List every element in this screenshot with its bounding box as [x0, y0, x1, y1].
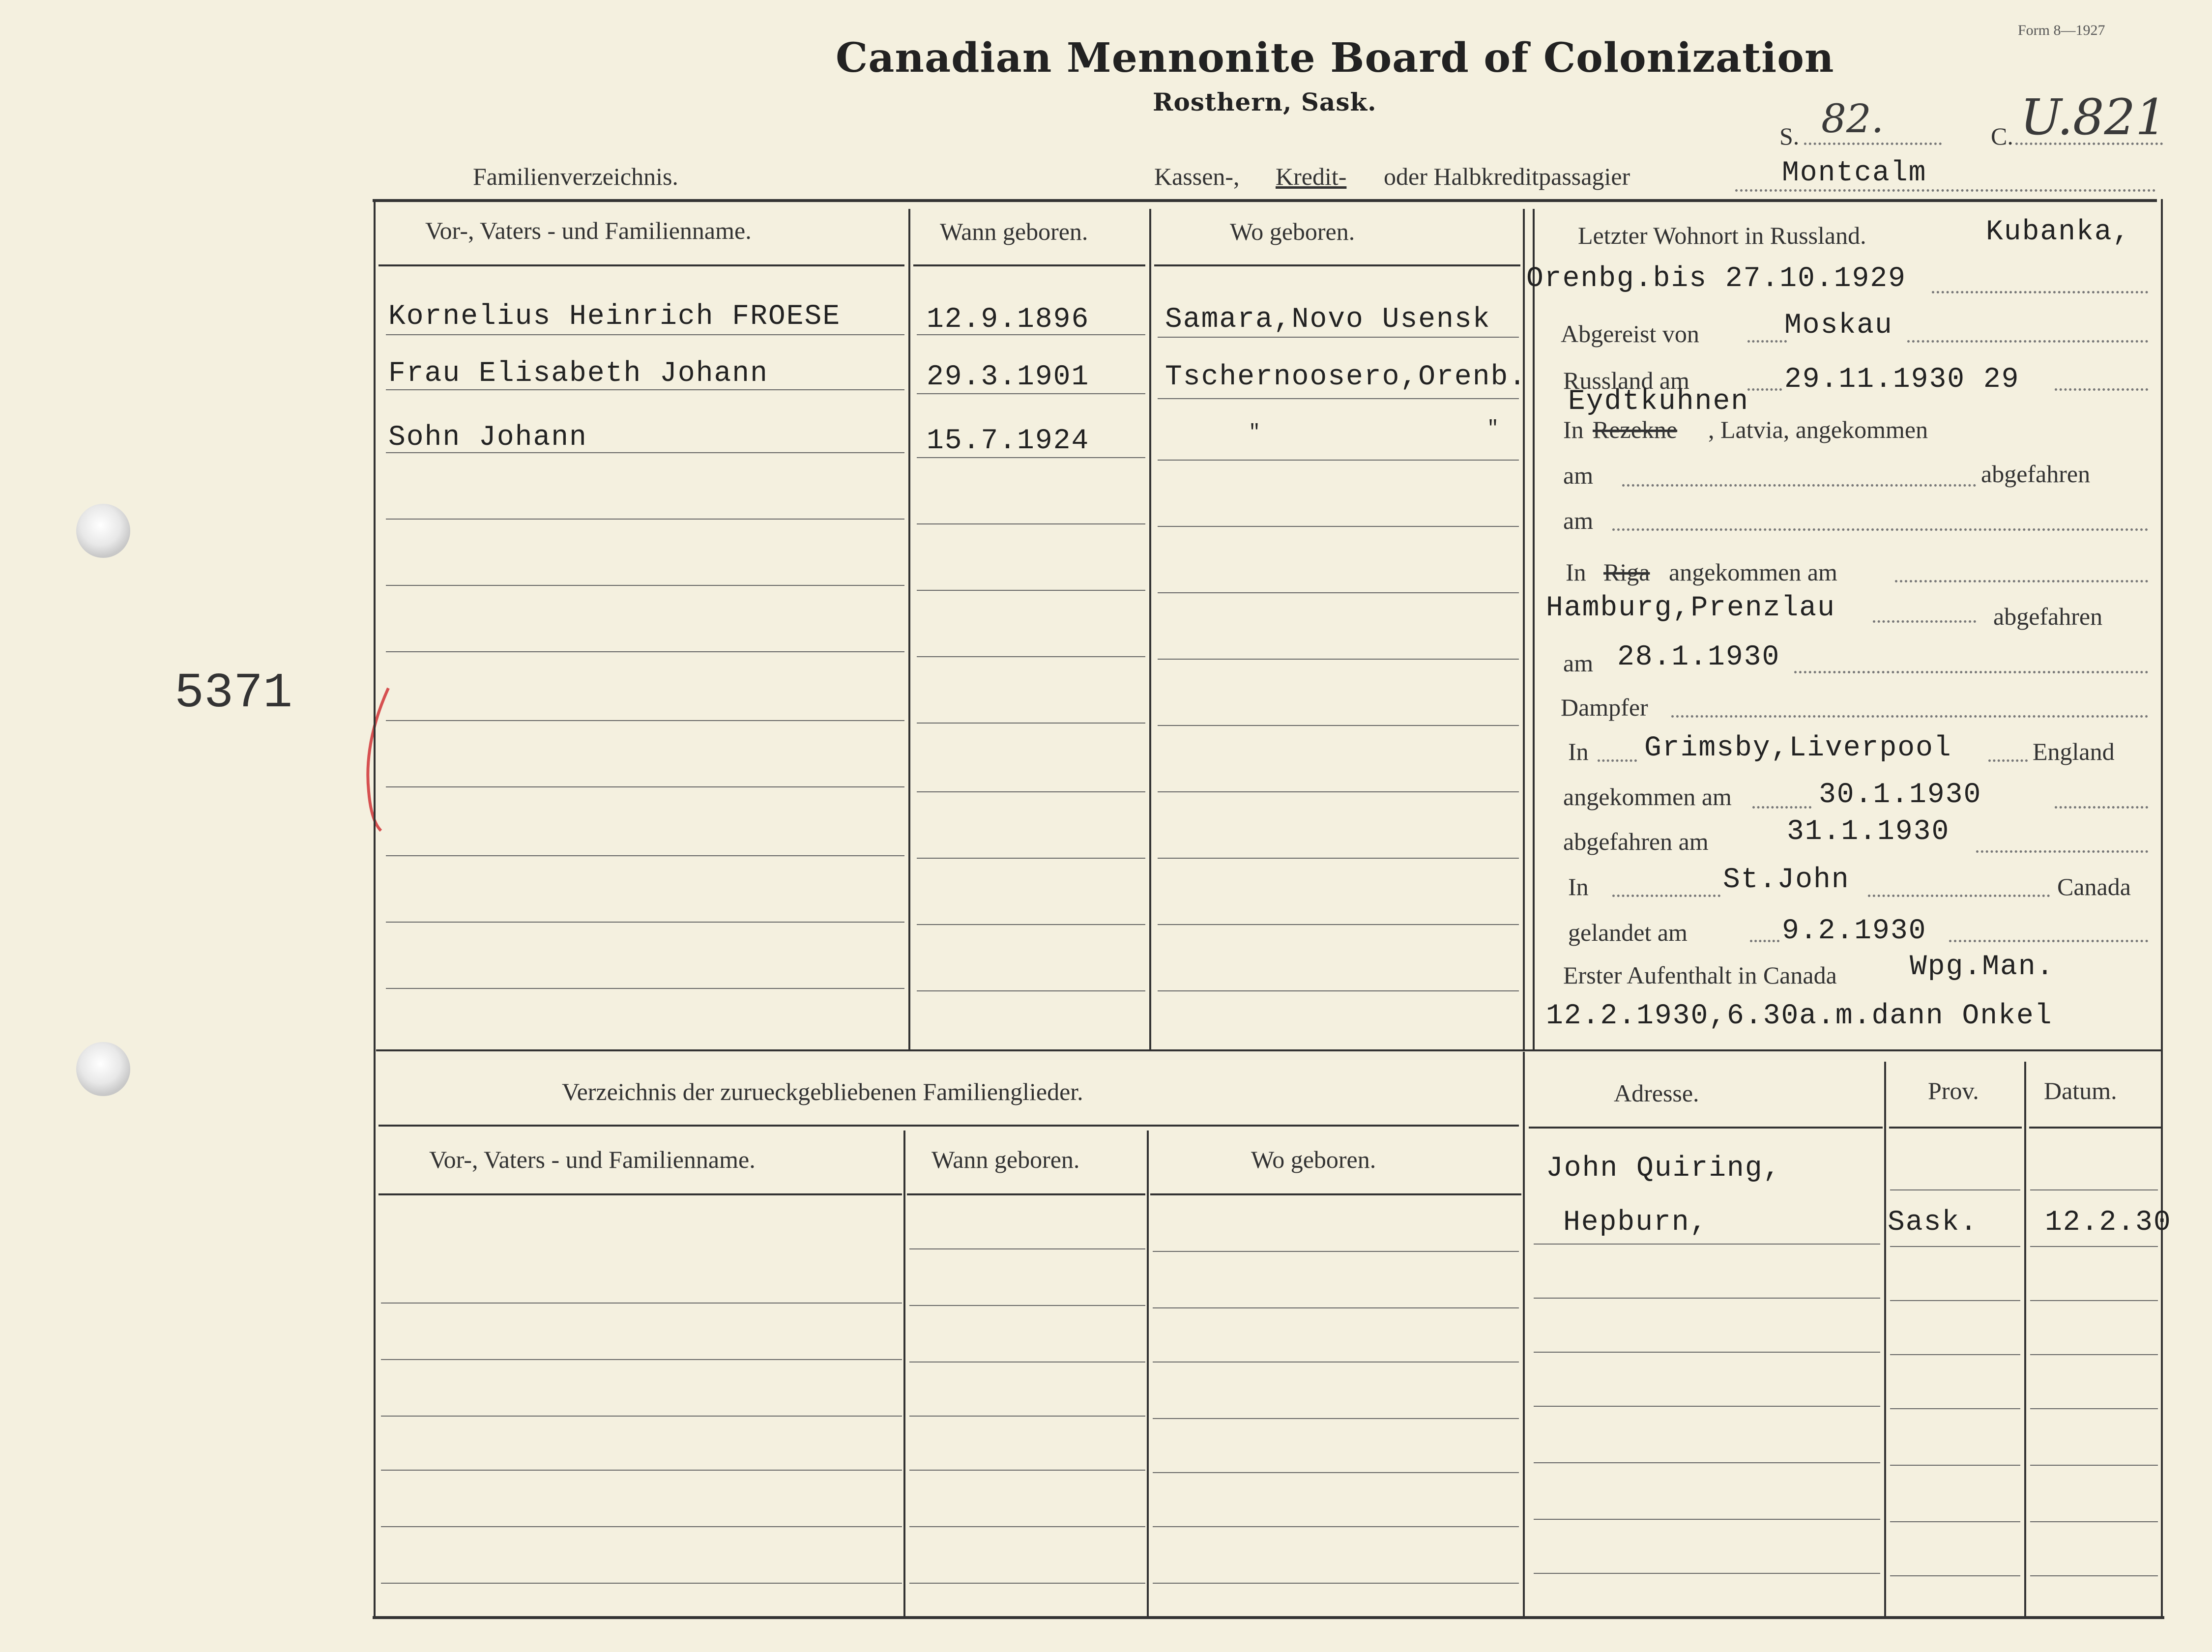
passenger-type-selected: Kredit- [1276, 163, 1347, 190]
in-label-1: In [1563, 416, 1584, 443]
address-datum: 12.2.30 [2045, 1207, 2172, 1239]
erster-value: Wpg.Man. [1910, 951, 2055, 983]
canada-label: Canada [2057, 873, 2131, 900]
row-line [381, 1359, 902, 1360]
england-value: Grimsby,Liverpool [1644, 732, 1952, 764]
address-header-rule-3 [2029, 1127, 2161, 1129]
row-line [1158, 858, 1519, 859]
middle-rule [376, 1049, 2161, 1051]
dots [1868, 895, 2050, 897]
row-line [1890, 1575, 2020, 1576]
s-value: 82. [1821, 96, 1884, 142]
prov-header: Prov. [1928, 1077, 1979, 1104]
page-subtitle: Rosthern, Sask. [1153, 87, 1377, 116]
gelandet-value: 9.2.1930 [1782, 915, 1927, 947]
row-line [1158, 990, 1519, 991]
row-line [1153, 1472, 1519, 1473]
punch-hole-top [76, 504, 130, 558]
col-divider-3 [1523, 209, 1525, 1049]
dots [1612, 528, 2148, 531]
letzter-wohnort-line2: Orenbg.bis 27.10.1929 [1526, 263, 1906, 295]
dots [1622, 484, 1976, 487]
abgefahren-am-label: abgefahren am [1563, 828, 1709, 855]
dots [1949, 940, 2148, 942]
form-number: Form 8—1927 [2018, 22, 2105, 38]
row-line [917, 723, 1145, 724]
family-header-born: Wann geboren. [940, 218, 1088, 245]
row-line [1158, 924, 1519, 925]
remaining-title: Verzeichnis der zurueckgebliebenen Familienglieder. [562, 1078, 1083, 1105]
family-row-1-name: Kornelius Heinrich FROESE [388, 301, 841, 333]
dots [1976, 850, 2148, 853]
top-rule [373, 199, 2157, 202]
england-label: England [2033, 738, 2115, 765]
remaining-header-born: Wann geboren. [931, 1146, 1080, 1173]
row-line [1890, 1246, 2020, 1247]
in-label-3: In [1568, 738, 1589, 765]
letzter-wohnort-label: Letzter Wohnort in Russland. [1578, 222, 1866, 249]
row-line [386, 720, 904, 721]
row-line [1890, 1300, 2020, 1301]
am-label-1: am [1563, 462, 1594, 489]
row-line [381, 1416, 902, 1417]
c-value: U.821 [2020, 88, 2167, 146]
family-row-3-name: Sohn Johann [388, 422, 587, 454]
row-line [2030, 1408, 2158, 1409]
russland-value: 29.11.1930 29 [1784, 364, 2020, 396]
passenger-type-suffix: oder Halbkreditpassagier [1384, 163, 1630, 190]
c-label: C. [1991, 122, 2013, 150]
angekommen-am-label: angekommen am [1669, 558, 1837, 586]
frame-right [2161, 199, 2163, 1617]
address-line-1: John Quiring, [1546, 1153, 1781, 1185]
ship-dots [1735, 189, 2155, 192]
remaining-header-rule-3 [1150, 1193, 1521, 1195]
row-line [1534, 1519, 1880, 1520]
family-header-rule-3 [1154, 264, 1520, 266]
remaining-header-name: Vor-, Vaters - und Familienname. [429, 1146, 756, 1173]
dots [1612, 895, 1720, 897]
in-label-4: In [1568, 873, 1589, 900]
row-line [1158, 460, 1519, 461]
family-header-name: Vor-, Vaters - und Familienname. [425, 217, 752, 244]
row-line [386, 651, 904, 652]
row-line [909, 1416, 1145, 1417]
family-row-2-born: 29.3.1901 [927, 361, 1090, 393]
ship-name: Montcalm [1782, 157, 1927, 189]
row-line [386, 855, 904, 856]
row-line [2030, 1521, 2158, 1522]
row-line [1890, 1189, 2020, 1190]
col-divider-2 [1149, 209, 1151, 1049]
dots [1671, 715, 2148, 718]
dots [1747, 340, 1787, 343]
row-line [1890, 1408, 2020, 1409]
dots [1932, 291, 2148, 293]
row-line [2030, 1300, 2158, 1301]
row-line [1158, 791, 1519, 792]
abgefahren-label-1: abgefahren [1981, 460, 2091, 488]
row-line [1153, 1526, 1519, 1527]
erster-label: Erster Aufenthalt in Canada [1563, 961, 1837, 989]
dots [1752, 806, 1811, 809]
family-row-2-name: Frau Elisabeth Johann [388, 358, 768, 390]
row-line [386, 519, 904, 520]
bottom-rule [373, 1616, 2164, 1619]
row-line [381, 1470, 902, 1471]
lower-col-divider-3 [1523, 1052, 1525, 1617]
address-prov: Sask. [1888, 1207, 1979, 1239]
row-line [917, 924, 1145, 925]
remaining-header-place: Wo geboren. [1251, 1146, 1376, 1173]
row-line [386, 585, 904, 586]
lower-col-divider-5 [2024, 1062, 2026, 1617]
remaining-title-rule [378, 1125, 1519, 1127]
row-line [909, 1526, 1145, 1527]
abgefahren-label-2: abgefahren [1993, 603, 2103, 630]
family-row-1-place: Samara,Novo Usensk [1165, 304, 1491, 336]
dots [1747, 388, 1782, 391]
abgereist-value: Moskau [1784, 310, 1893, 342]
angekommen-label: angekommen am [1563, 783, 1732, 811]
canada-value: St.John [1723, 864, 1850, 896]
row-line [1890, 1354, 2020, 1355]
dampfer-label: Dampfer [1561, 694, 1648, 721]
remaining-header-rule-2 [907, 1193, 1145, 1195]
abgereist-label: Abgereist von [1561, 320, 1699, 348]
red-pencil-mark [354, 683, 398, 836]
row-line [917, 791, 1145, 792]
family-row-2-place: Tschernoosero,Orenb. [1165, 361, 1527, 393]
family-header-rule-1 [378, 264, 904, 266]
row-line [381, 1303, 902, 1304]
row-line [917, 393, 1145, 394]
row-line [1534, 1298, 1880, 1299]
row-line [1153, 1583, 1519, 1584]
row-line [2030, 1246, 2158, 1247]
dots [1750, 940, 1779, 942]
latvia-text: , Latvia, angekommen [1708, 416, 1928, 443]
s-label: S. [1779, 122, 1800, 150]
passenger-type-prefix: Kassen-, [1154, 163, 1240, 190]
row-line [1158, 398, 1519, 399]
dots [1895, 580, 2148, 582]
eydtkuhnen: Eydtkuhnen [1568, 386, 1749, 418]
row-line [1890, 1521, 2020, 1522]
family-row-3-born: 15.7.1924 [927, 425, 1090, 457]
dots [1794, 671, 2148, 673]
punch-hole-bottom [76, 1042, 130, 1096]
hamburg-value: Hamburg,Prenzlau [1546, 592, 1835, 624]
gelandet-label: gelandet am [1568, 919, 1688, 946]
row-line [1158, 725, 1519, 726]
dots [2055, 388, 2148, 391]
am-value-3: 28.1.1930 [1617, 641, 1780, 673]
address-header: Adresse. [1614, 1079, 1699, 1107]
row-line [2030, 1465, 2158, 1466]
row-line [381, 1583, 902, 1584]
frame-left [374, 199, 376, 1617]
row-line [1534, 1573, 1880, 1574]
abgefahren-am-value: 31.1.1930 [1787, 816, 1950, 848]
row-line [1534, 1406, 1880, 1407]
row-line [2030, 1189, 2158, 1190]
address-line-2: Hepburn, [1563, 1207, 1708, 1239]
row-line [386, 988, 904, 989]
am-label-2: am [1563, 507, 1594, 534]
dots [2055, 806, 2148, 809]
col-divider-3b [1533, 209, 1535, 1049]
family-row-1-born: 12.9.1896 [927, 304, 1090, 336]
am-label-3: am [1563, 649, 1594, 677]
row-line [1158, 592, 1519, 593]
row-line [1534, 1462, 1880, 1463]
row-line [917, 457, 1145, 458]
s-dots [1804, 143, 1942, 145]
file-number: 5371 [175, 666, 293, 722]
row-line [917, 590, 1145, 591]
row-line [2030, 1575, 2158, 1576]
remaining-header-rule-1 [378, 1193, 902, 1195]
row-line [386, 334, 904, 335]
familienverzeichnis-label: Familienverzeichnis. [473, 163, 678, 190]
rezekne-struck: Rezekne [1593, 416, 1678, 443]
col-divider-1 [908, 209, 910, 1049]
datum-header: Datum. [2044, 1077, 2117, 1104]
family-row-3-place-ditto-right: " [1487, 418, 1500, 440]
erster-line2: 12.2.1930,6.30a.m.dann Onkel [1546, 1000, 2053, 1032]
lower-col-divider-4 [1884, 1062, 1886, 1617]
letzter-wohnort-value: Kubanka, [1986, 216, 2131, 248]
in-label-2: In [1566, 558, 1586, 586]
riga-struck: Riga [1603, 558, 1650, 586]
dots [1873, 620, 1976, 623]
family-header-place: Wo geboren. [1230, 218, 1355, 245]
family-row-3-place-ditto-left: " [1249, 422, 1262, 444]
row-line [1153, 1251, 1519, 1252]
row-line [1534, 1352, 1880, 1353]
row-line [1153, 1418, 1519, 1419]
c-dots [2015, 143, 2163, 145]
page-title: Canadian Mennonite Board of Colonization [836, 34, 1834, 82]
lower-col-divider-2 [1147, 1130, 1149, 1617]
address-header-rule-1 [1529, 1127, 1883, 1129]
row-line [1158, 337, 1519, 338]
row-line [2030, 1354, 2158, 1355]
lower-col-divider-1 [903, 1130, 905, 1617]
row-line [1153, 1307, 1519, 1308]
row-line [1158, 526, 1519, 527]
row-line [1890, 1465, 2020, 1466]
angekommen-value: 30.1.1930 [1819, 779, 1982, 811]
row-line [917, 858, 1145, 859]
dots [1988, 759, 2028, 762]
row-line [917, 990, 1145, 991]
dots [1907, 340, 2148, 343]
row-line [1534, 1244, 1880, 1245]
russland-label: Russland am [1563, 367, 1689, 394]
row-line [917, 523, 1145, 524]
row-line [386, 786, 904, 787]
row-line [917, 656, 1145, 657]
row-line [1158, 659, 1519, 660]
row-line [909, 1470, 1145, 1471]
row-line [381, 1526, 902, 1527]
family-header-rule-2 [913, 264, 1145, 266]
dots [1598, 759, 1637, 762]
row-line [909, 1305, 1145, 1306]
row-line [386, 922, 904, 923]
address-header-rule-2 [1889, 1127, 2022, 1129]
row-line [909, 1583, 1145, 1584]
row-line [909, 1248, 1145, 1249]
